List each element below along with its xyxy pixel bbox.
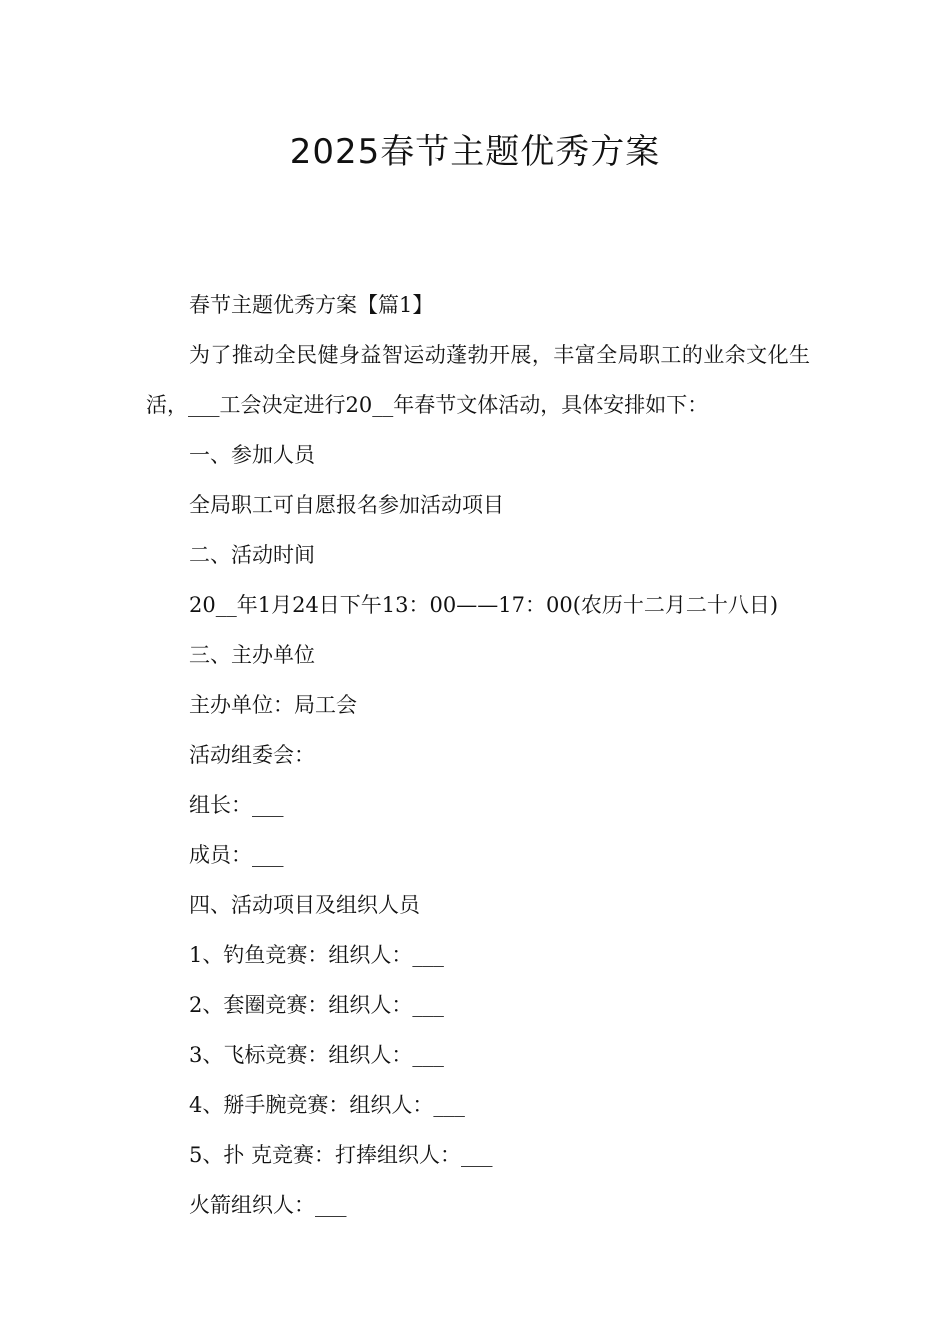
- section-heading-part-1: 春节主题优秀方案【篇1】: [189, 293, 434, 317]
- intro-paragraph: 为了推动全民健身益智运动蓬勃开展，丰富全局职工的业余文化生活，___工会决定进行20__年春节文体活动，具体安排如下：: [146, 343, 810, 417]
- event-item-arm-wrestling: 4、掰手腕竞赛：组织人：___: [189, 1093, 465, 1117]
- time-text: 20__年1月24日下午13：00——17：00(农历十二月二十八日): [189, 593, 779, 617]
- organizer-text: 主办单位：局工会: [189, 693, 357, 717]
- document-title: 2025春节主题优秀方案: [289, 132, 661, 172]
- committee-leader: 组长：___: [189, 793, 284, 817]
- section-heading-participants: 一、参加人员: [189, 443, 315, 467]
- committee-label: 活动组委会：: [189, 743, 315, 767]
- document-body: [146, 280, 810, 1230]
- event-item-poker: 5、扑 克竞赛：打捧组织人：___: [189, 1143, 493, 1167]
- event-item-fishing: 1、钓鱼竞赛：组织人：___: [189, 943, 444, 967]
- event-item-ring-toss: 2、套圈竞赛：组织人：___: [189, 993, 444, 1017]
- event-item-rocket: 火箭组织人：___: [189, 1193, 347, 1217]
- participants-text: 全局职工可自愿报名参加活动项目: [189, 493, 504, 517]
- committee-members: 成员：___: [189, 843, 284, 867]
- section-heading-events: 四、活动项目及组织人员: [189, 893, 420, 917]
- section-heading-organizer: 三、主办单位: [189, 643, 315, 667]
- section-heading-time: 二、活动时间: [189, 543, 315, 567]
- event-item-darts: 3、飞标竞赛：组织人：___: [189, 1043, 444, 1067]
